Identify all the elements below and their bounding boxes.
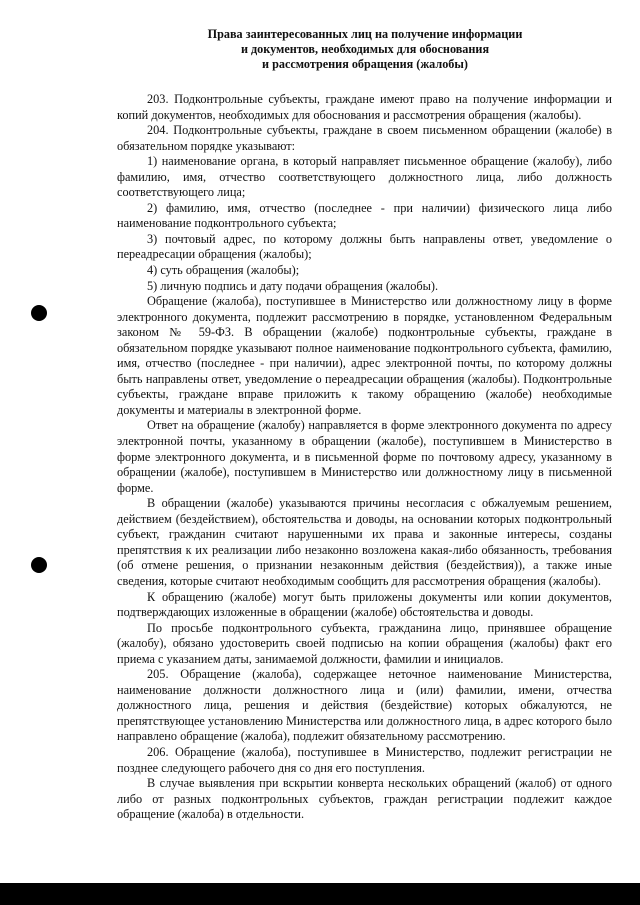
list-item-1: 1) наименование органа, в который направляет письменное обращение (жалобу), либо фамилию, имя, отчество соответствующего должностного лица, либо должность соответствующего лица; <box>117 154 612 200</box>
list-item-4: 4) суть обращения (жалобы); <box>147 263 300 278</box>
list-item-5: 5) личную подпись и дату подачи обращения (жалобы). <box>147 278 439 293</box>
paragraph-203: 203. Подконтрольные субъекты, граждане имеют право на получение информации и копий документов, необходимых для обоснования и рассмотрения обращения (жалобы). <box>117 92 612 122</box>
paragraph-attachments: К обращению (жалобе) могут быть приложены документы или копии документов, подтверждающих изложенные в обращении (жалобе) обстоятельства и доводы. <box>117 589 612 620</box>
document-body <box>117 92 612 823</box>
list-item-2: 2) фамилию, имя, отчество (последнее - при наличии) физического лица либо наименование подконтрольного субъекта; <box>117 200 612 231</box>
section-title <box>150 27 580 72</box>
paragraph-206: 206. Обращение (жалоба), поступившее в Министерство, подлежит регистрации не позднее следующего рабочего дня со дня его поступления. <box>117 744 612 775</box>
paragraph-response: Ответ на обращение (жалобу) направляется в форме электронного документа по адресу электронной почты, указанному в обращении (жалобе), поступившем в Министерство в форме электронного документа, и в письменной форме по почтовому адресу, указанному в обращении (жалобе), поступившем в Министерство или должностному лицу в письменной форме. <box>117 418 612 495</box>
paragraph-electronic-form: Обращение (жалоба), поступившее в Министерство или должностному лицу в форме электронного документа, подлежит рассмотрению в порядке, установленном Федеральным законом № 59-ФЗ. В обращении (жалобе) подконтрольные субъекты, граждане в обязательном порядке указывают полное наименование подконтрольного субъекта, фамилию, имя, отчество (последнее - при наличии), адрес электронной почты, по которому должны быть направлены ответ, уведомление о переадресации обращения (жалобы). Подконтрольные субъекты, граждане вправе приложить к такому обращению (жалобе) необходимые документы и материалы в электронной форме. <box>117 294 612 417</box>
paragraph-205: 205. Обращение (жалоба), содержащее неточное наименование Министерства, наименование должности должностного лица и (или) фамилии, имени, отчества должностного лица, решения и действия (бездействие) которых обжалуются, не препятствующее установлению Министерства или должностного лица, в адрес которого было направлено обращение (жалоба), подлежит обязательному рассмотрению. <box>117 667 612 744</box>
paragraph-receipt: По просьбе подконтрольного субъекта, гражданина лицо, принявшее обращение (жалобу), обязано удостоверить своей подписью на копии обращения (жалобы) факт его приема с указанием даты, занимаемой должности, фамилии и инициалов. <box>117 620 612 666</box>
punch-hole-bottom <box>31 557 47 573</box>
title-line-1: Права заинтересованных лиц на получение информации <box>207 27 523 41</box>
list-item-3: 3) почтовый адрес, по которому должны быть направлены ответ, уведомление о переадресации обращения (жалобы); <box>117 231 612 262</box>
paragraph-multiple-complaints: В случае выявления при вскрытии конверта нескольких обращений (жалоб) от одного либо от разных подконтрольных субъектов, граждан регистрации подлежит каждое обращение (жалоба) в отдельности. <box>117 776 612 822</box>
paragraph-204: 204. Подконтрольные субъекты, граждане в своем письменном обращении (жалобе) в обязательном порядке указывают: <box>117 123 612 153</box>
title-line-2: и документов, необходимых для обоснования <box>240 42 490 56</box>
punch-hole-top <box>31 305 47 321</box>
title-line-3: и рассмотрения обращения (жалобы) <box>262 57 468 71</box>
scan-bottom-edge <box>0 883 640 905</box>
paragraph-reasons: В обращении (жалобе) указываются причины несогласия с обжалуемым решением, действием (бездействием), обстоятельства и доводы, на основании которых подконтрольный субъект, гражданин считают нарушенными их права и законные интересы, созданы препятствия к их реализации либо незаконно возложена какая-либо обязанность, требования (об отмене решения, о признании незаконным действия (бездействия)), а также иные сведения, которые считают необходимым сообщить для рассмотрения обращения (жалобы). <box>117 496 612 588</box>
